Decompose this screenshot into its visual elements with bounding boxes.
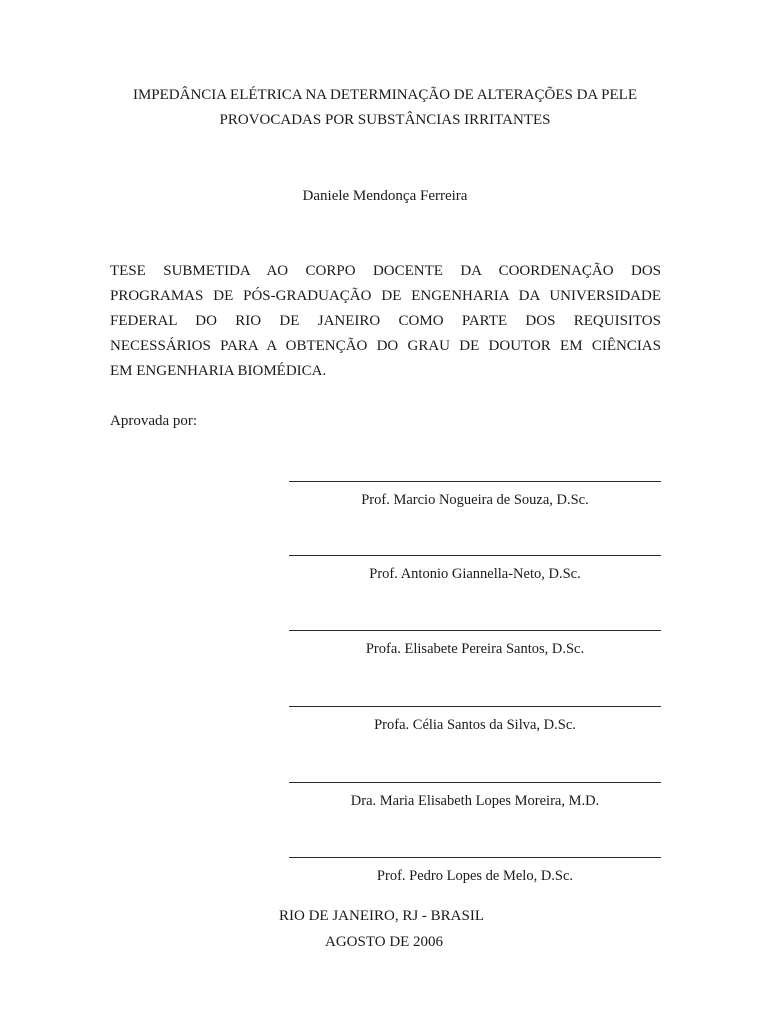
- defense-date: AGOSTO DE 2006: [325, 934, 444, 950]
- signature-line: [289, 481, 661, 482]
- signature-block: [289, 555, 661, 584]
- committee-member-name: Profa. Elisabete Pereira Santos, D.Sc.: [365, 641, 585, 657]
- committee-member-name: Prof. Pedro Lopes de Melo, D.Sc.: [376, 868, 574, 884]
- signature-line: [289, 706, 661, 707]
- committee-member-name: Prof. Marcio Nogueira de Souza, D.Sc.: [361, 492, 589, 508]
- committee-member-name: Profa. Célia Santos da Silva, D.Sc.: [374, 717, 576, 733]
- thesis-statement: [110, 259, 661, 384]
- approved-by-label: Aprovada por:: [110, 413, 198, 429]
- committee-member-name: Prof. Antonio Giannella-Neto, D.Sc.: [369, 566, 581, 582]
- thesis-statement-line: NECESSÁRIOS PARA A OBTENÇÃO DO GRAU DE DOUTOR EM CIÊNCIAS: [110, 338, 661, 354]
- signature-line: [289, 782, 661, 783]
- signature-block: [289, 481, 661, 510]
- thesis-statement-line: EM ENGENHARIA BIOMÉDICA.: [110, 363, 327, 379]
- signature-line: [289, 555, 661, 556]
- signature-block: [289, 782, 661, 811]
- thesis-statement-line: FEDERAL DO RIO DE JANEIRO COMO PARTE DOS REQUISITOS: [110, 313, 661, 329]
- signature-block: [289, 857, 661, 886]
- signature-block: [289, 706, 661, 735]
- signature-line: [289, 630, 661, 631]
- place-of-defense: RIO DE JANEIRO, RJ - BRASIL: [279, 908, 485, 924]
- signature-block: [289, 630, 661, 659]
- thesis-title-line-1: IMPEDÂNCIA ELÉTRICA NA DETERMINAÇÃO DE ALTERAÇÕES DA PELE: [132, 87, 638, 103]
- signature-line: [289, 857, 661, 858]
- thesis-title-line-2: PROVOCADAS POR SUBSTÂNCIAS IRRITANTES: [219, 112, 551, 128]
- author-name: Daniele Mendonça Ferreira: [302, 188, 468, 204]
- committee-member-name: Dra. Maria Elisabeth Lopes Moreira, M.D.: [350, 793, 600, 809]
- thesis-statement-line: TESE SUBMETIDA AO CORPO DOCENTE DA COORDENAÇÃO DOS: [110, 263, 661, 279]
- thesis-statement-line: PROGRAMAS DE PÓS-GRADUAÇÃO DE ENGENHARIA DA UNIVERSIDADE: [110, 288, 661, 304]
